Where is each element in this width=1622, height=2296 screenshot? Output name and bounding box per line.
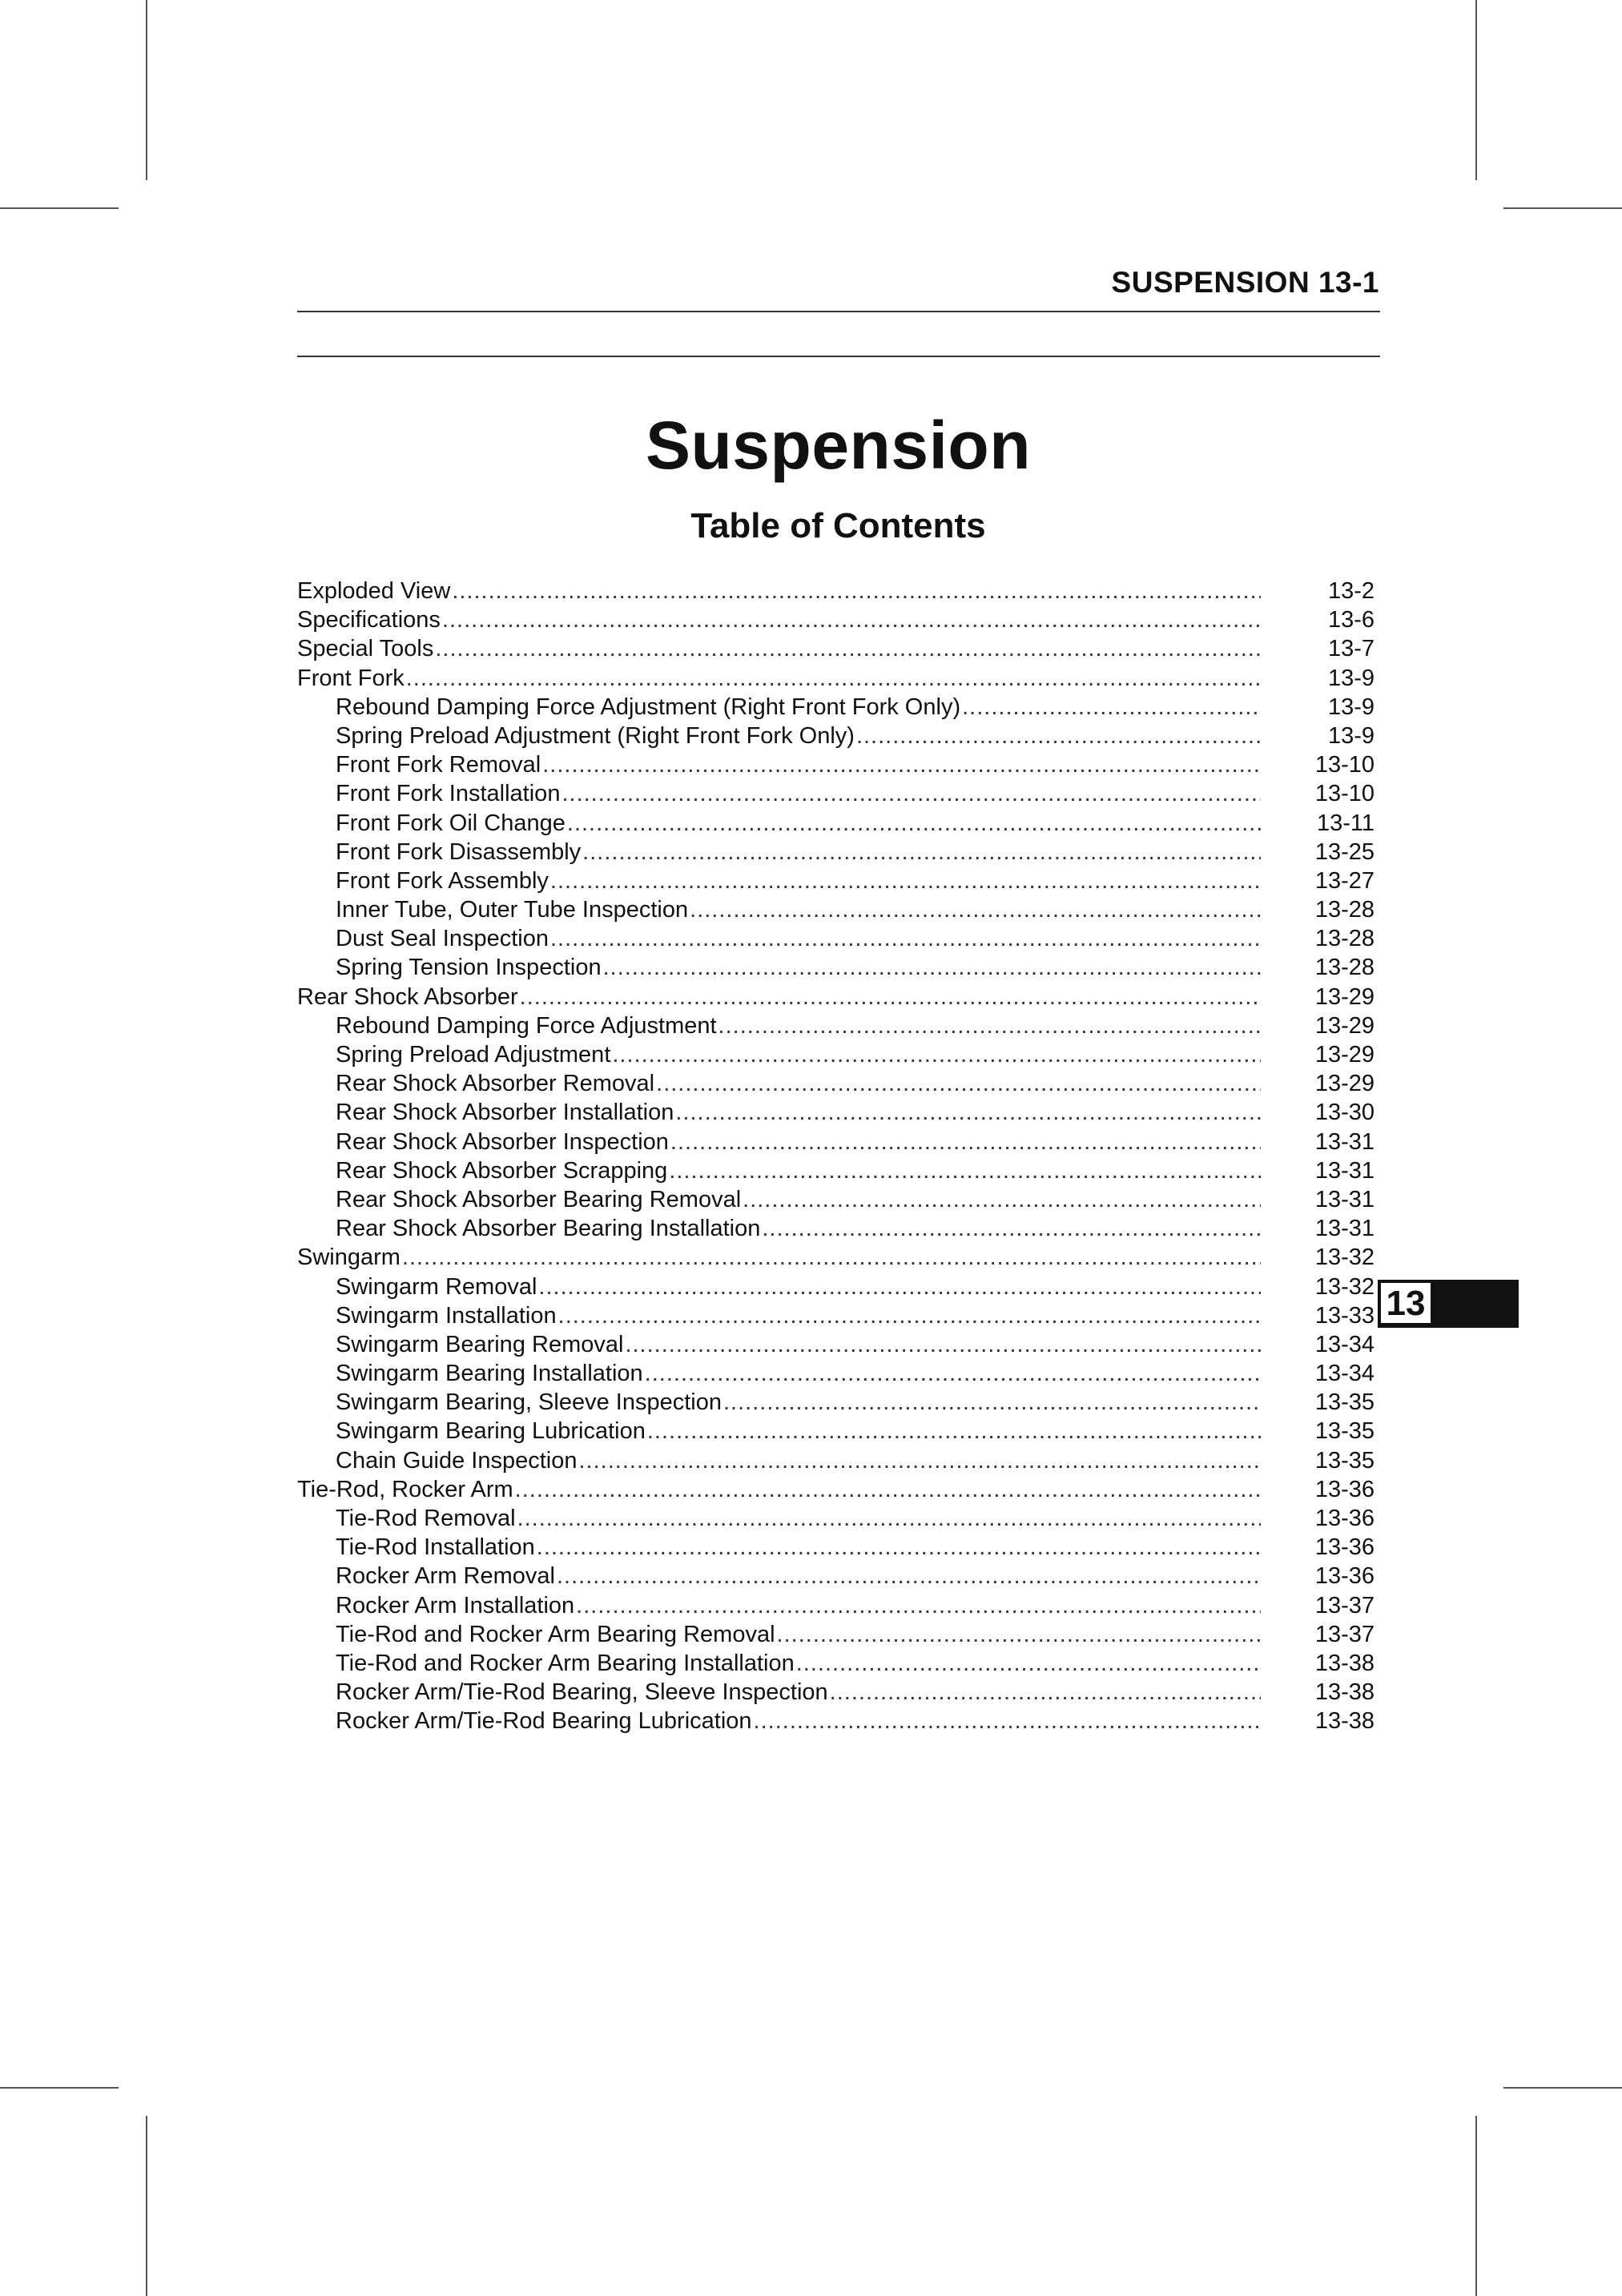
toc-entry-page: 13-34 <box>1314 1331 1374 1357</box>
toc-entry-page: 13-34 <box>1314 1361 1374 1387</box>
dot-leader <box>625 1330 1261 1359</box>
toc-entry[interactable] <box>297 1214 1374 1243</box>
toc-entry-label: Swingarm Bearing, Sleeve Inspection <box>336 1389 722 1416</box>
toc-entry[interactable] <box>297 750 1374 779</box>
toc-entry-label: Tie-Rod and Rocker Arm Bearing Installation <box>336 1650 795 1676</box>
toc-entry-page: 13-29 <box>1314 983 1374 1010</box>
toc-entry-label: Front Fork Disassembly <box>336 838 582 865</box>
toc-entry-label: Rear Shock Absorber Scrapping <box>336 1157 668 1184</box>
toc-entry[interactable] <box>297 1156 1374 1185</box>
toc-entry-page: 13-36 <box>1314 1506 1374 1531</box>
toc-entry[interactable] <box>297 924 1374 953</box>
toc-entry[interactable] <box>297 1678 1374 1707</box>
crop-mark-bottom-right-vertical <box>1475 2116 1477 2296</box>
dot-leader <box>538 1273 1261 1301</box>
dot-leader <box>670 1128 1261 1156</box>
toc-entry-label: Swingarm Bearing Installation <box>336 1361 643 1387</box>
toc-entry-label: Front Fork Installation <box>336 781 561 807</box>
dot-leader <box>777 1620 1261 1649</box>
crop-mark-bottom-left-horizontal <box>0 2087 119 2089</box>
dot-leader <box>557 1562 1261 1590</box>
toc-entry[interactable] <box>297 634 1374 663</box>
toc-entry-page: 13-27 <box>1314 867 1374 894</box>
toc-entry[interactable] <box>297 895 1374 924</box>
toc-entry-page: 13-36 <box>1314 1563 1374 1590</box>
dot-leader <box>718 1011 1261 1040</box>
toc-entry-label: Inner Tube, Outer Tube Inspection <box>336 897 689 923</box>
toc-entry-page: 13-11 <box>1316 810 1374 836</box>
toc-entry[interactable] <box>297 577 1374 605</box>
toc-entry-page: 13-29 <box>1314 1012 1374 1039</box>
toc-entry[interactable] <box>297 1243 1374 1272</box>
toc-entry[interactable] <box>297 1533 1374 1562</box>
page-title: Suspension <box>645 408 1032 483</box>
dot-leader <box>442 605 1261 634</box>
toc-heading: Table of Contents <box>690 506 986 545</box>
dot-leader <box>656 1069 1261 1098</box>
toc-entry-label: Tie-Rod Installation <box>336 1534 535 1561</box>
toc-entry-page: 13-9 <box>1327 722 1374 749</box>
toc-entry-label: Exploded View <box>297 578 451 604</box>
toc-entry[interactable] <box>297 953 1374 982</box>
dot-leader <box>830 1678 1261 1707</box>
toc-entry-page: 13-30 <box>1314 1100 1374 1126</box>
table-of-contents <box>297 577 1374 1736</box>
toc-entry-label: Rocker Arm Installation <box>336 1592 575 1618</box>
toc-entry[interactable] <box>297 722 1374 750</box>
toc-entry[interactable] <box>297 1098 1374 1127</box>
dot-leader <box>576 1591 1261 1620</box>
dot-leader <box>796 1649 1261 1678</box>
toc-entry-page: 13-9 <box>1327 694 1374 720</box>
toc-entry[interactable] <box>297 1011 1374 1040</box>
dot-leader <box>690 895 1261 924</box>
toc-entry-label: Swingarm Removal <box>336 1273 537 1300</box>
dot-leader <box>567 809 1261 838</box>
toc-entry-page: 13-36 <box>1314 1476 1374 1502</box>
toc-entry[interactable] <box>297 1040 1374 1069</box>
toc-entry[interactable] <box>297 1417 1374 1446</box>
toc-entry-page: 13-37 <box>1314 1621 1374 1647</box>
toc-entry-page: 13-35 <box>1314 1447 1374 1474</box>
toc-entry-label: Rear Shock Absorber <box>297 983 518 1010</box>
dot-leader <box>435 634 1261 663</box>
toc-entry[interactable] <box>297 1591 1374 1620</box>
toc-entry-page: 13-10 <box>1314 752 1374 778</box>
toc-entry-page: 13-38 <box>1314 1679 1374 1706</box>
toc-entry-label: Front Fork Removal <box>336 752 541 778</box>
toc-entry-label: Rear Shock Absorber Bearing Installation <box>336 1216 761 1242</box>
dot-leader <box>603 953 1261 982</box>
toc-entry[interactable] <box>297 1562 1374 1590</box>
toc-entry[interactable] <box>297 1707 1374 1735</box>
toc-entry-label: Rear Shock Absorber Bearing Removal <box>336 1186 742 1212</box>
toc-entry-page: 13-38 <box>1314 1650 1374 1676</box>
dot-leader <box>515 1475 1261 1504</box>
chapter-tab <box>1378 1280 1519 1328</box>
dot-leader <box>754 1707 1261 1735</box>
toc-entry[interactable] <box>297 1359 1374 1388</box>
toc-entry[interactable] <box>297 779 1374 808</box>
toc-entry-label: Rear Shock Absorber Inspection <box>336 1128 669 1155</box>
toc-entry-page: 13-9 <box>1327 665 1374 691</box>
toc-entry-label: Swingarm Bearing Removal <box>336 1331 624 1357</box>
toc-entry[interactable] <box>297 1273 1374 1301</box>
toc-entry[interactable] <box>297 1128 1374 1156</box>
toc-entry-page: 13-31 <box>1314 1128 1374 1155</box>
toc-entry-label: Tie-Rod and Rocker Arm Bearing Removal <box>336 1621 775 1647</box>
crop-mark-top-right-vertical <box>1475 0 1477 180</box>
header-rule <box>297 311 1380 312</box>
toc-entry-page: 13-31 <box>1314 1216 1374 1242</box>
toc-entry[interactable] <box>297 1330 1374 1359</box>
dot-leader <box>537 1533 1261 1562</box>
dot-leader <box>762 1214 1261 1243</box>
title-rule <box>297 356 1380 357</box>
toc-entry-page: 13-28 <box>1314 926 1374 952</box>
dot-leader <box>723 1388 1261 1417</box>
dot-leader <box>669 1156 1261 1185</box>
dot-leader <box>856 722 1261 750</box>
toc-entry-label: Specifications <box>297 607 441 633</box>
toc-entry-label: Swingarm <box>297 1245 400 1271</box>
toc-entry-page: 13-32 <box>1314 1245 1374 1271</box>
toc-entry-label: Tie-Rod, Rocker Arm <box>297 1476 513 1502</box>
toc-entry-page: 13-38 <box>1314 1708 1374 1735</box>
toc-entry-label: Swingarm Installation <box>336 1302 557 1329</box>
dot-leader <box>517 1504 1261 1533</box>
dot-leader <box>645 1359 1261 1388</box>
toc-entry-label: Rear Shock Absorber Installation <box>336 1100 674 1126</box>
dot-leader <box>561 779 1261 808</box>
toc-entry-label: Front Fork Oil Change <box>336 810 565 836</box>
dot-leader <box>647 1417 1261 1446</box>
crop-mark-top-left-vertical <box>146 0 147 180</box>
toc-entry-label: Rebound Damping Force Adjustment (Right Front Fork Only) <box>336 694 961 720</box>
toc-entry[interactable] <box>297 1649 1374 1678</box>
toc-entry-page: 13-32 <box>1314 1273 1374 1300</box>
toc-entry[interactable] <box>297 1185 1374 1214</box>
toc-entry[interactable] <box>297 867 1374 895</box>
toc-entry-page: 13-29 <box>1314 1042 1374 1068</box>
toc-entry[interactable] <box>297 605 1374 634</box>
toc-entry-label: Spring Preload Adjustment <box>336 1042 611 1068</box>
dot-leader <box>520 983 1261 1011</box>
toc-entry-page: 13-2 <box>1327 578 1374 604</box>
dot-leader <box>962 693 1261 722</box>
toc-entry[interactable] <box>297 664 1374 693</box>
toc-entry-page: 13-31 <box>1314 1157 1374 1184</box>
toc-entry-label: Rocker Arm Removal <box>336 1563 555 1590</box>
toc-entry[interactable] <box>297 1069 1374 1098</box>
toc-entry-page: 13-36 <box>1314 1534 1374 1561</box>
toc-entry-page: 13-33 <box>1314 1302 1374 1329</box>
dot-leader <box>550 924 1261 953</box>
toc-entry-label: Spring Tension Inspection <box>336 955 602 981</box>
toc-entry-label: Dust Seal Inspection <box>336 926 549 952</box>
chapter-number: 13 <box>1379 1281 1432 1325</box>
toc-entry-page: 13-35 <box>1314 1389 1374 1416</box>
toc-entry[interactable] <box>297 693 1374 722</box>
toc-entry-page: 13-31 <box>1314 1186 1374 1212</box>
dot-leader <box>578 1446 1261 1475</box>
toc-entry-label: Rocker Arm/Tie-Rod Bearing Lubrication <box>336 1708 752 1735</box>
crop-mark-top-left-horizontal <box>0 207 119 209</box>
toc-entry[interactable] <box>297 1504 1374 1533</box>
dot-leader <box>675 1098 1261 1127</box>
toc-entry[interactable] <box>297 1388 1374 1417</box>
dot-leader <box>743 1185 1261 1214</box>
toc-entry[interactable] <box>297 838 1374 867</box>
toc-entry-page: 13-37 <box>1314 1592 1374 1618</box>
toc-entry-page: 13-28 <box>1314 897 1374 923</box>
toc-entry-page: 13-10 <box>1314 781 1374 807</box>
dot-leader <box>558 1301 1261 1330</box>
toc-entry-label: Special Tools <box>297 636 434 662</box>
toc-entry[interactable] <box>297 983 1374 1011</box>
toc-entry[interactable] <box>297 1475 1374 1504</box>
toc-entry-page: 13-7 <box>1327 636 1374 662</box>
toc-entry[interactable] <box>297 1446 1374 1475</box>
dot-leader <box>402 1243 1261 1272</box>
toc-entry-label: Chain Guide Inspection <box>336 1447 578 1474</box>
dot-leader <box>452 577 1261 605</box>
dot-leader <box>582 838 1261 867</box>
toc-entry-label: Front Fork Assembly <box>336 867 549 894</box>
toc-entry-page: 13-29 <box>1314 1071 1374 1097</box>
crop-mark-bottom-right-horizontal <box>1503 2087 1622 2089</box>
running-header: SUSPENSION 13-1 <box>1111 266 1379 299</box>
dot-leader <box>612 1040 1261 1069</box>
crop-mark-top-right-horizontal <box>1503 207 1622 209</box>
toc-entry[interactable] <box>297 1301 1374 1330</box>
toc-entry-page: 13-35 <box>1314 1418 1374 1445</box>
toc-entry-label: Rebound Damping Force Adjustment <box>336 1012 717 1039</box>
crop-mark-bottom-left-vertical <box>146 2116 147 2296</box>
toc-entry-page: 13-28 <box>1314 955 1374 981</box>
dot-leader <box>550 867 1261 895</box>
toc-entry-page: 13-25 <box>1314 838 1374 865</box>
toc-entry-page: 13-6 <box>1327 607 1374 633</box>
toc-entry-label: Tie-Rod Removal <box>336 1506 516 1531</box>
toc-entry-label: Swingarm Bearing Lubrication <box>336 1418 646 1445</box>
toc-entry-label: Rear Shock Absorber Removal <box>336 1071 655 1097</box>
toc-entry-label: Rocker Arm/Tie-Rod Bearing, Sleeve Inspection <box>336 1679 828 1706</box>
toc-entry[interactable] <box>297 1620 1374 1649</box>
dot-leader <box>542 750 1261 779</box>
toc-entry-label: Front Fork <box>297 665 404 691</box>
toc-entry-label: Spring Preload Adjustment (Right Front Fork Only) <box>336 722 855 749</box>
dot-leader <box>406 664 1261 693</box>
toc-entry[interactable] <box>297 809 1374 838</box>
